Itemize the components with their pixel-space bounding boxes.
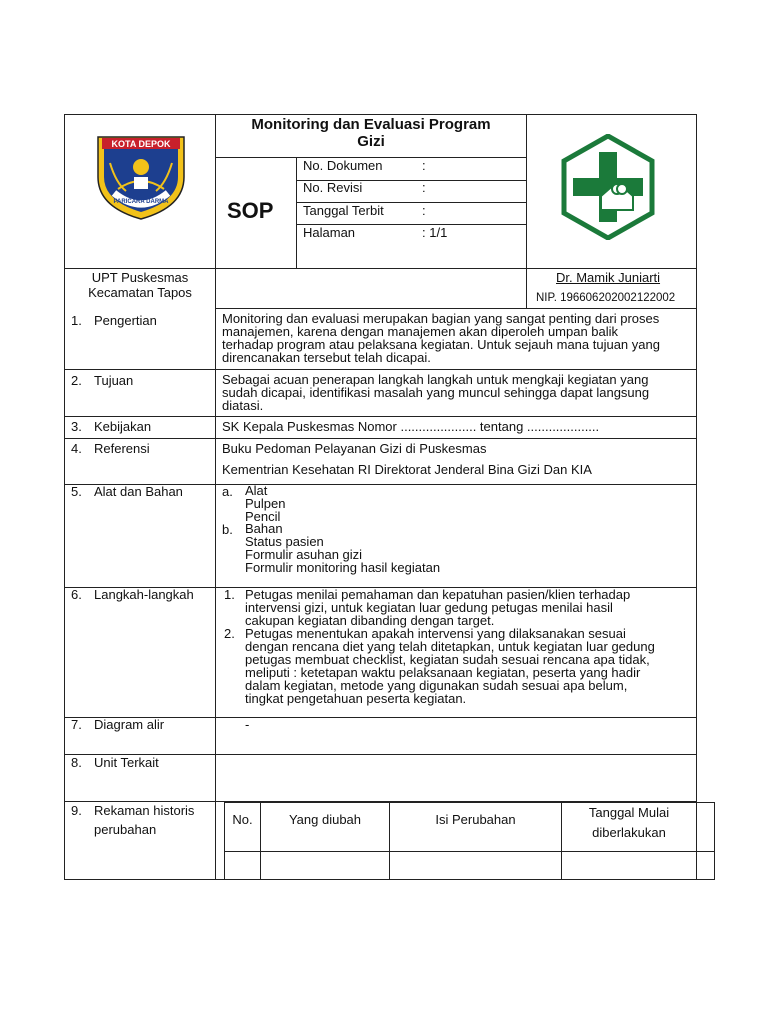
header-col-right	[526, 114, 527, 308]
org-line-2: Kecamatan Tapos	[88, 285, 192, 300]
step2-line-2: dengan rencana diet yang telah ditetapkan, untuk kegiatan luar gedung	[245, 639, 655, 654]
signatory-bottom	[215, 308, 697, 309]
row-label-pengertian: Pengertian	[94, 313, 157, 328]
alat-item-1: Pulpen	[245, 495, 286, 511]
bahan-heading: Bahan	[245, 521, 283, 537]
field-no-dokumen-sep: :	[422, 158, 426, 173]
field-tanggal-label: Tanggal Terbit	[303, 203, 384, 218]
step1-line-3: cakupan kegiatan dibanding dengan target.	[245, 613, 495, 628]
sop-label: SOP	[227, 198, 274, 223]
step2-line-3: petugas membuat checklist, kegiatan sudah sesuai rencana apa tidak,	[245, 652, 650, 667]
row-num-tujuan: 2.	[71, 373, 82, 388]
row-label-kebijakan: Kebijakan	[94, 419, 152, 434]
outer-left	[64, 114, 65, 880]
step2-line-1: Petugas menentukan apakah intervensi yang dilaksanakan sesuai	[245, 626, 626, 641]
alat-item-2: Pencil	[245, 508, 281, 524]
tujuan-line-3: diatasi.	[222, 398, 264, 413]
row-divider-kebijakan	[64, 416, 697, 417]
pengertian-line-1: Monitoring dan evaluasi merupakan bagian yang sangat penting dari proses	[222, 311, 660, 326]
history-header-no: No.	[232, 812, 253, 827]
history-header-isi: Isi Perubahan	[435, 812, 516, 827]
alat-marker-a: a.	[222, 484, 233, 499]
step2-line-5: dalam kegiatan, metode yang digunakan sudah sesuai apa belum,	[245, 678, 628, 693]
langkah-steps	[245, 588, 655, 705]
row-num-unit: 8.	[71, 755, 82, 770]
puskesmas-logo	[561, 134, 655, 240]
bahan-item-1: Status pasien	[245, 534, 324, 550]
history-header-diubah: Yang diubah	[288, 812, 362, 827]
row-label-rekaman-1: Rekaman historis	[94, 803, 195, 818]
logo-motto: PARICARA DARMA	[113, 199, 169, 205]
org-line-1: UPT Puskesmas	[91, 270, 189, 285]
outer-top	[64, 114, 697, 115]
field-no-revisi-sep: :	[422, 180, 426, 195]
bahan-item-2: Formulir asuhan gizi	[245, 546, 363, 562]
tujuan-line-2: sudah dicapai, identifikasi masalah yang muncul sehingga dapat langsung	[222, 385, 650, 400]
signatory-nip: NIP. 196606202002122002	[536, 292, 676, 304]
pengertian-line-4: direncanakan tersebut telah dicapai.	[222, 350, 431, 365]
row-label-tujuan: Tujuan	[94, 373, 134, 388]
organization-name	[65, 270, 215, 300]
title-line-2: Gizi	[357, 133, 385, 150]
referensi-line-1: Buku Pedoman Pelayanan Gizi di Puskesmas	[222, 441, 487, 456]
row-label-referensi: Referensi	[94, 441, 150, 456]
bahan-item-3: Formulir monitoring hasil kegiatan	[245, 559, 441, 575]
row-label-rekaman-2: perubahan	[94, 822, 157, 837]
referensi-line-2: Kementrian Kesehatan RI Direktorat Jenderal Bina Gizi Dan KIA	[222, 462, 592, 477]
history-header-tanggal	[562, 803, 696, 843]
field-halaman-number: 1/1	[429, 225, 448, 240]
row-num-alat: 5.	[71, 484, 82, 499]
row-divider-tujuan	[64, 369, 697, 370]
step2-line-6: tingkat pengetahuan peserta kegiatan.	[245, 691, 467, 706]
langkah-marker-1: 1.	[224, 587, 235, 602]
history-header-tanggal-1: Tanggal Mulai	[588, 805, 670, 820]
field-no-revisi-label: No. Revisi	[303, 180, 363, 195]
row-num-rekaman: 9.	[71, 803, 82, 818]
row-num-referensi: 4.	[71, 441, 82, 456]
row-label-unit: Unit Terkait	[94, 755, 159, 770]
signatory-name: Dr. Mamik Juniarti	[556, 270, 661, 285]
row-label-diagram: Diagram alir	[94, 717, 165, 732]
row-content-pengertian	[222, 312, 660, 364]
row-num-langkah: 6.	[71, 587, 82, 602]
row-num-diagram: 7.	[71, 717, 82, 732]
outer-right	[696, 114, 697, 802]
field-tanggal-sep: :	[422, 203, 426, 218]
step1-line-2: intervensi gizi, untuk kegiatan luar gedung petugas menilai hasil	[245, 600, 613, 615]
row-content-kebijakan: SK Kepala Puskesmas Nomor ..................... tentang ....................	[222, 419, 600, 434]
row-divider-referensi	[64, 438, 697, 439]
field-no-dokumen-label: No. Dokumen	[303, 158, 383, 173]
document-title	[216, 116, 526, 150]
pengertian-line-3: terhadap program atau pelaksana kegiatan. Untuk sejauh mana tujuan yang	[222, 337, 660, 352]
alat-list	[245, 485, 440, 575]
header-col-left	[215, 114, 216, 880]
history-col-4	[696, 802, 697, 880]
sop-divider	[296, 157, 297, 268]
row-label-langkah: Langkah-langkah	[94, 587, 194, 602]
tujuan-line-1: Sebagai acuan penerapan langkah langkah untuk mengkaji kegiatan yang	[222, 372, 649, 387]
history-mid	[224, 851, 715, 852]
pengertian-line-2: manajemen, karena dengan manajemen akan diperoleh umpan balik	[222, 324, 619, 339]
kota-depok-logo	[96, 133, 186, 221]
title-line-1: Monitoring dan Evaluasi Program	[251, 116, 491, 133]
step2-line-4: meliputi : ketetapan waktu pelaksanaan kegiatan, peserta yang hadir	[245, 665, 641, 680]
diagram-value: -	[245, 717, 250, 732]
alat-heading: Alat	[245, 483, 268, 498]
field-halaman-label: Halaman	[303, 225, 356, 240]
logo-top-text: KOTA DEPOK	[111, 139, 171, 149]
history-col-5	[714, 802, 715, 880]
field-halaman-sep: :	[422, 225, 426, 240]
row-label-alat: Alat dan Bahan	[94, 484, 183, 499]
alat-marker-b: b.	[222, 522, 233, 537]
step1-line-1: Petugas menilai pemahaman dan kepatuhan pasien/klien terhadap	[245, 587, 631, 602]
header-bottom	[64, 268, 697, 269]
langkah-marker-2: 2.	[224, 626, 235, 641]
history-header-tanggal-2: diberlakukan	[592, 825, 666, 840]
field-halaman-value	[422, 226, 447, 239]
row-num-pengertian: 1.	[71, 313, 82, 328]
row-content-tujuan	[222, 373, 649, 412]
row-num-kebijakan: 3.	[71, 419, 82, 434]
